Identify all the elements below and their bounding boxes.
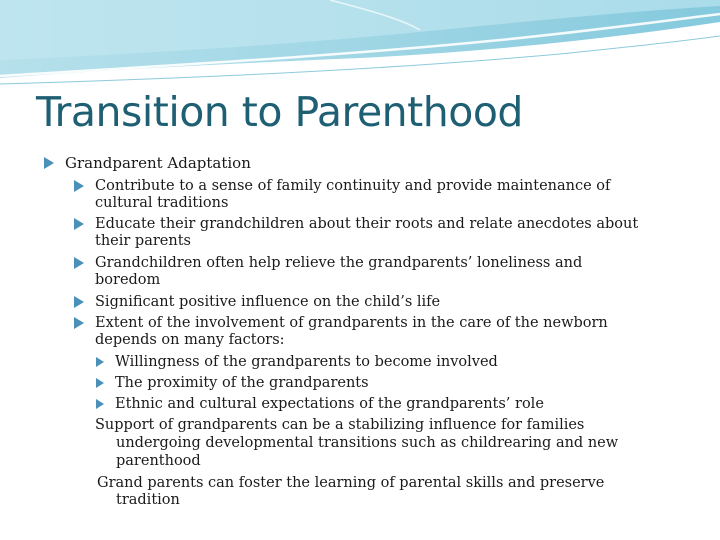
arrowhead-bullet-icon [74,317,84,329]
heading-grandparent-adaptation: Grandparent Adaptation [65,154,251,172]
point-line: Extent of the involvement of grandparents in the care of the newborn [95,315,608,331]
point-line: depends on many factors: [95,332,285,348]
point-line: their parents [95,233,191,249]
arrowhead-bullet-icon [74,180,84,192]
point-line: Significant positive influence on the child’s life [95,294,441,310]
point-line: cultural traditions [95,195,229,211]
arrowhead-bullet-icon [44,157,54,169]
note-line: parenthood [116,453,201,469]
note-line: tradition [116,492,180,508]
arrowhead-bullet-icon [74,218,84,230]
arrowhead-bullet-icon [74,257,84,269]
arrowhead-bullet-icon [74,296,84,308]
point-line: Grandchildren often help relieve the grandparents’ loneliness and [95,255,583,271]
arrowhead-bullet-icon [96,357,104,367]
factor-item: Ethnic and cultural expectations of the grandparents’ role [115,396,544,412]
point-line: Contribute to a sense of family continuity and provide maintenance of [95,178,611,194]
point-line: Educate their grandchildren about their roots and relate anecdotes about [95,216,639,232]
slide-title: Transition to Parenthood [36,88,523,136]
arrowhead-bullet-icon [96,378,104,388]
point-line: boredom [95,272,161,288]
note-line: Grand parents can foster the learning of parental skills and preserve [97,475,605,491]
note-line: undergoing developmental transitions such as childrearing and new [116,435,619,451]
factor-item: Willingness of the grandparents to become involved [115,354,498,370]
arrowhead-bullet-icon [96,399,104,409]
note-line: Support of grandparents can be a stabilizing influence for families [95,417,585,433]
factor-item: The proximity of the grandparents [115,375,369,391]
